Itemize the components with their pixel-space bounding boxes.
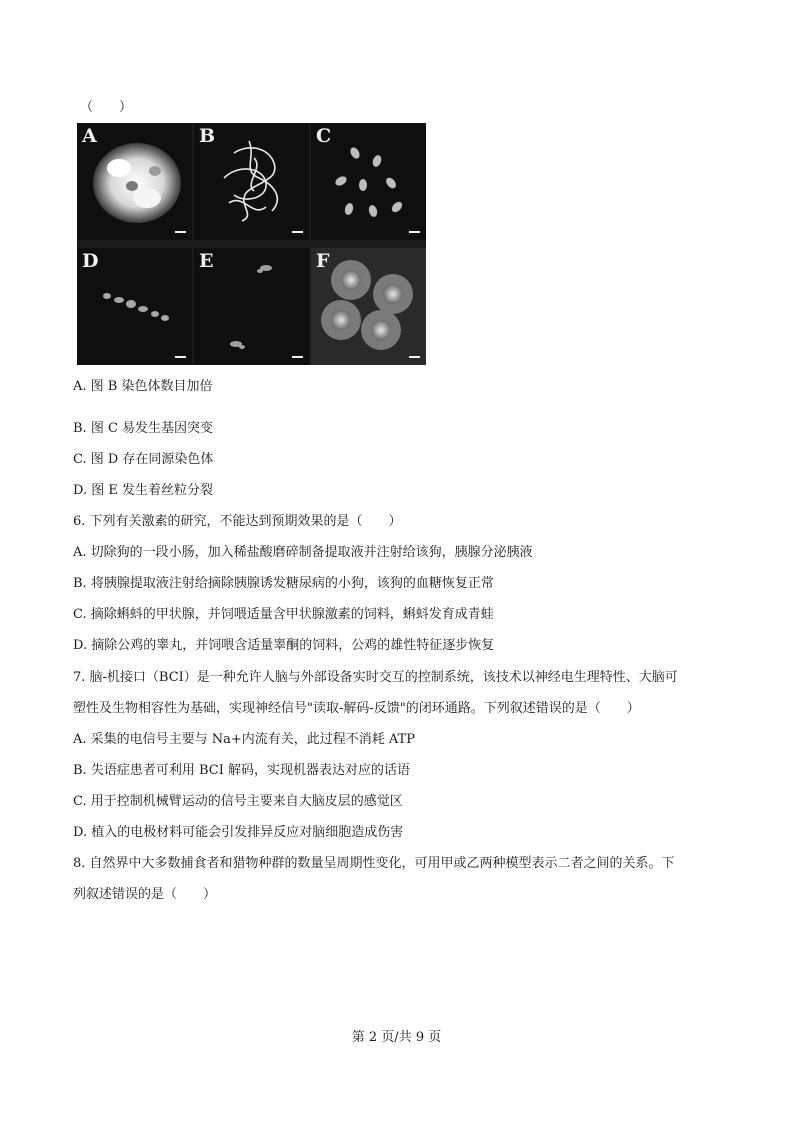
scale-bar [292, 231, 303, 233]
q7-stem-line1: 7. 脑-机接口（BCI）是一种允许人脑与外部设备实时交互的控制系统，该技术以神经电生理特性、大脑可 [73, 670, 678, 685]
micrograph-panel-a [77, 123, 192, 240]
q5-option-c: C. 图 D 存在同源染色体 [73, 452, 214, 467]
q8-stem-line1: 8. 自然界中大多数捕食者和猎物种群的数量呈周期性变化，可用甲或乙两种模型表示二者之间的关系。下 [73, 856, 675, 871]
panel-letter-f: F [316, 250, 330, 272]
q7-option-d: D. 植入的电极材料可能会引发排异反应对脑细胞造成伤害 [73, 825, 404, 840]
q6-option-c: C. 摘除蝌蚪的甲状腺，并饲喂适量含甲状腺激素的饲料，蝌蚪发育成青蛙 [73, 607, 494, 622]
q6-option-b: B. 将胰腺提取液注射给摘除胰腺诱发糖尿病的小狗，该狗的血糖恢复正常 [73, 576, 494, 591]
panel-letter-e: E [199, 250, 214, 272]
micrograph-panel-e [194, 248, 309, 365]
q8-stem-line2: 列叙述错误的是（ ） [73, 887, 217, 902]
micrograph-panel-c [311, 123, 426, 240]
scale-bar [409, 231, 420, 233]
q6-option-a: A. 切除狗的一段小肠，加入稀盐酸磨碎制备提取液并注射给该狗，胰腺分泌胰液 [73, 545, 533, 560]
q6-option-d: D. 摘除公鸡的睾丸，并饲喂含适量睾酮的饲料，公鸡的雄性特征逐步恢复 [73, 638, 495, 653]
panel-letter-d: D [82, 250, 99, 272]
scale-bar [175, 356, 186, 358]
scale-bar [292, 356, 303, 358]
question-answer-bracket: （ ） [80, 100, 133, 115]
q5-option-b: B. 图 C 易发生基因突变 [73, 421, 214, 436]
micrograph-panel-b [194, 123, 309, 240]
scale-bar [409, 356, 420, 358]
q6-stem: 6. 下列有关激素的研究，不能达到预期效果的是（ ） [73, 514, 402, 529]
page-number-footer: 第 2 页/共 9 页 [351, 1030, 442, 1045]
scale-bar [175, 231, 186, 233]
q5-option-a: A. 图 B 染色体数目加倍 [73, 379, 213, 394]
panel-letter-b: B [199, 125, 216, 147]
panel-letter-a: A [82, 125, 97, 147]
micrograph-figure [77, 123, 426, 365]
q7-option-a: A. 采集的电信号主要与 Na+内流有关，此过程不消耗 ATP [73, 732, 416, 747]
micrograph-panel-f [311, 248, 426, 365]
micrograph-panel-d [77, 248, 192, 365]
q7-stem-line2: 塑性及生物相容性为基础，实现神经信号"读取-解码-反馈"的闭环通路。下列叙述错误的是（ ） [73, 701, 640, 716]
q7-option-c: C. 用于控制机械臂运动的信号主要来自大脑皮层的感觉区 [73, 794, 403, 809]
q7-option-b: B. 失语症患者可利用 BCI 解码，实现机器表达对应的话语 [73, 763, 410, 778]
q5-option-d: D. 图 E 发生着丝粒分裂 [73, 483, 213, 498]
panel-letter-c: C [316, 125, 332, 147]
